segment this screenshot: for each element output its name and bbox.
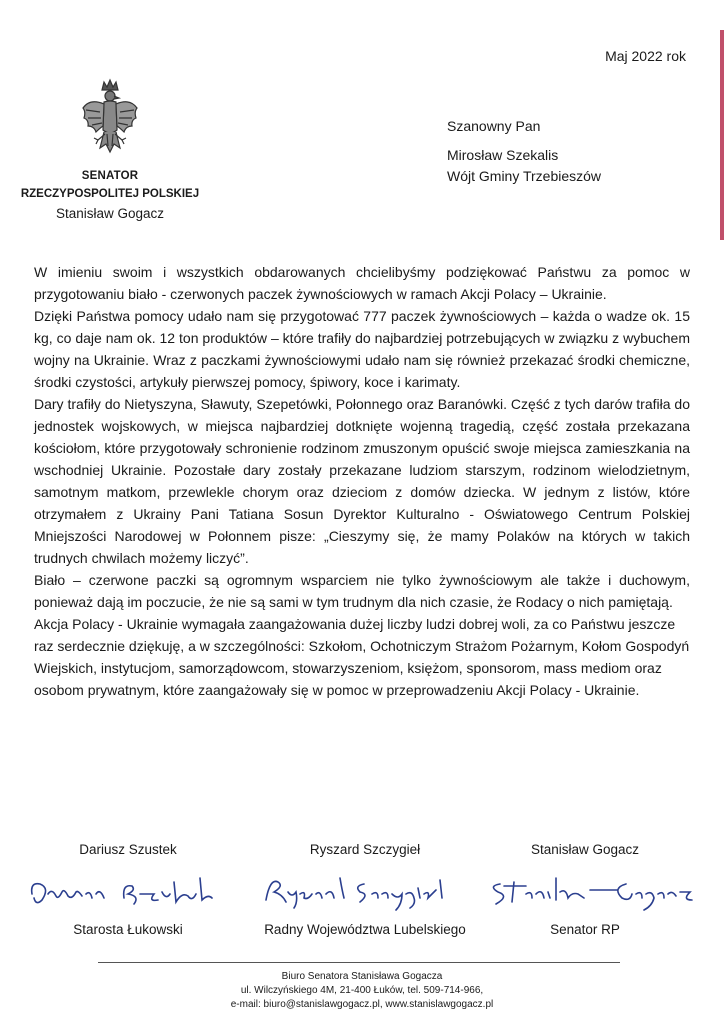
letterhead-title: SENATOR: [81, 170, 139, 182]
signatory-name-2: Ryszard Szczygieł: [309, 842, 421, 857]
letter-body: [34, 261, 690, 701]
handwritten-signature-3: [486, 864, 706, 912]
footer: [0, 970, 724, 1012]
body-paragraph-4: Biało – czerwone paczki są ogromnym wsparciem nie tylko żywnościowym ale także i duchowym, ponieważ dają im poczucie, że nie są sami w tym trudnym dla nich czasie, że Rodacy o nich pamiętają.: [34, 572, 690, 610]
footer-divider: [98, 962, 620, 963]
page-edge-mark: [720, 30, 724, 240]
recipient-greeting: Szanowny Pan: [447, 118, 541, 134]
letterhead-subtitle: RZECZYPOSPOLITEJ POLSKIEJ: [20, 188, 200, 200]
body-paragraph-2: Dzięki Państwa pomocy udało nam się przygotować 777 paczek żywnościowych – każda o wadze ok. 15 kg, co daje nam ok. 12 ton produktów – które trafiły do najbardziej potrzebujących w związku z wybuchem wojny na Ukrainie. Wraz z paczkami żywnościowymi udało nam się również przekazać środki chemiczne, środki czystości, artykuły pierwszej pomocy, śpiwory, koce i karimaty.: [34, 308, 690, 390]
signature-block-1: [48, 842, 208, 937]
footer-contact: e-mail: biuro@stanislawgogacz.pl, www.stanislawgogacz.pl: [230, 999, 494, 1010]
signatory-title-3: Senator RP: [550, 922, 620, 937]
letterhead: [10, 78, 210, 221]
letterhead-name: Stanisław Gogacz: [55, 206, 165, 221]
recipient-position: Wójt Gminy Trzebieszów: [447, 168, 602, 184]
body-paragraph-3: Dary trafiły do Nietyszyna, Sławuty, Szepetówki, Połonnego oraz Baranówki. Część z tych darów trafiła do jednostek wojskowych, w miejsca najbardziej dotknięte wojenną tragedią, część została przekazana kościołom, które przygotowały schronienie rodzinom zmuszonym opuścić swoje miejsca zamieszkania na wschodniej Ukrainie. Pozostałe dary zostały przekazane ludziom starszym, rodzinom wielodzietnym, samotnym matkom, przewlekle chorym oraz dzieciom z domów dziecka. W jednym z listów, które otrzymałem z Ukrainy Pani Tatiana Sosun Dyrektor Kulturalno - Oświatowego Centrum Polskiej Mniejszości Narodowej w Połonnem pisze: „Cieszymy się, że mamy Polaków na których w takich trudnych chwilach możemy liczyć”.: [34, 396, 690, 566]
signatory-name-3: Stanisław Gogacz: [530, 842, 640, 857]
letter-date: Maj 2022 rok: [605, 48, 686, 64]
footer-address: ul. Wilczyńskiego 4M, 21-400 Łuków, tel. 509-714-966,: [240, 985, 484, 996]
handwritten-signature-2: [260, 864, 470, 912]
white-eagle-emblem-icon: [80, 78, 140, 168]
signature-block-2: [260, 842, 470, 937]
signatory-title-1: Starosta Łukowski: [73, 922, 183, 937]
signatory-name-1: Dariusz Szustek: [79, 842, 177, 857]
signatory-title-2: Radny Województwa Lubelskiego: [264, 922, 466, 937]
body-paragraph-1: W imieniu swoim i wszystkich obdarowanych chcielibyśmy podziękować Państwu za pomoc w przygotowaniu biało - czerwonych paczek żywnościowych w ramach Akcji Polacy – Ukrainie.: [34, 264, 690, 302]
footer-office: Biuro Senatora Stanisława Gogacza: [281, 971, 443, 982]
signature-block-3: [510, 842, 660, 937]
body-paragraph-5: Akcja Polacy - Ukrainie wymagała zaangażowania dużej liczby ludzi dobrej woli, za co Państwu jeszcze raz serdecznie dziękuję, a w szczególności: Szkołom, Ochotniczym Strażom Pożarnym, Kołom Gospodyń Wiejskich, instytucjom, samorządowcom, stowarzyszeniom, księżom, sponsorom, mass mediom oraz osobom prywatnym, które zaangażowały się w pomoc w przeprowadzeniu Akcji Polacy - Ukrainie.: [34, 616, 690, 698]
recipient-block: [447, 118, 601, 189]
recipient-name: Mirosław Szekalis: [447, 147, 559, 163]
signatures: [0, 842, 724, 942]
handwritten-signature-1: [24, 864, 234, 912]
